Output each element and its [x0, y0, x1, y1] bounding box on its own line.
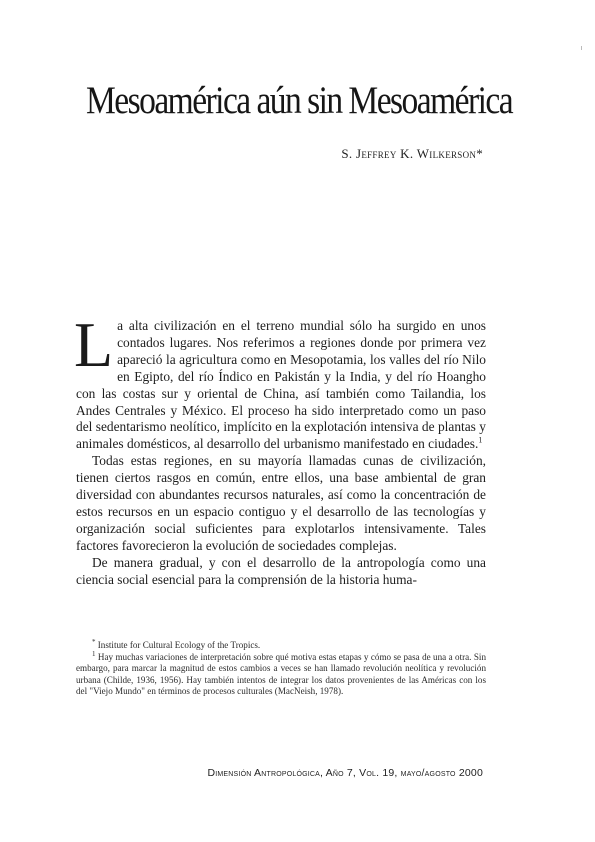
footnotes — [76, 637, 487, 698]
paragraph-1-text: a alta civilización en el terreno mundial sólo ha surgido en unos contados lugares. Nos referimos a regiones donde por primera vez apareció la agricultura como en Mesopotamia, los valles del río Nilo en Egipto, del río Índico en Pakistán y la India, y del río Hoangho con las costas sur y oriental de China, así también como Tailandia, los Andes Centrales y México. El proceso ha sido interpretado como un paso del sedentarismo neolítico, implícito en la explotación intensiva de plantas y animales domésticos, al desarrollo del urbanismo manifestado en ciudades. — [76, 318, 486, 452]
article-title: Mesoamérica aún sin Mesoamérica — [86, 79, 513, 122]
paragraph-1 — [74, 309, 486, 453]
paragraph-2: Todas estas regiones, en su mayoría llamadas cunas de civilización, tienen ciertos rasgos en común, entre ellos, una base ambiental de gran diversidad con abundantes recursos naturales, así como la concentración de estos recursos en un espacio contiguo y el desarrollo de las tecnologías y organización social suficientes para explotarlos intensivamente. Tales factores favorecieron la evolución de sociedades complejas. — [76, 453, 486, 553]
journal-year: 2000 — [458, 767, 483, 779]
journal-date: mayo/agosto — [397, 767, 459, 779]
footnote-1 — [76, 649, 487, 698]
article-author: S. Jeffrey K. Wilkerson* — [341, 146, 483, 161]
drop-cap: L — [74, 309, 114, 380]
footnote-star — [76, 637, 486, 652]
journal-name: Dimensión Antropológica — [207, 767, 321, 779]
footnote-star-mark: * — [92, 637, 96, 646]
footnote-ref-1[interactable]: 1 — [478, 435, 483, 445]
paragraph-3: De manera gradual, y con el desarrollo de la antropología como una ciencia social esencial para la comprensión de la historia huma- — [76, 554, 486, 587]
footnote-star-text: Institute for Cultural Ecology of the Tropics. — [97, 640, 261, 650]
scan-edge-mark — [581, 46, 582, 50]
footnote-1-mark: 1 — [92, 649, 96, 658]
article-body — [74, 309, 486, 589]
journal-issue: , Año 7, Vol. 19, — [320, 767, 398, 779]
footnote-1-text: Hay muchas variaciones de interpretación sobre qué motiva estas etapas y cómo se pasa de una a otra. Sin embargo, para marcar la magnitud de estos cambios a veces se han llamado revolución neolítica y revolución urbana (Childe, 1936, 1956). Hay también intentos de integrar los datos provenientes de las Américas con los del "Viejo Mundo" en términos de procesos culturales (MacNeish, 1978). — [76, 651, 487, 697]
running-footer — [207, 767, 483, 779]
